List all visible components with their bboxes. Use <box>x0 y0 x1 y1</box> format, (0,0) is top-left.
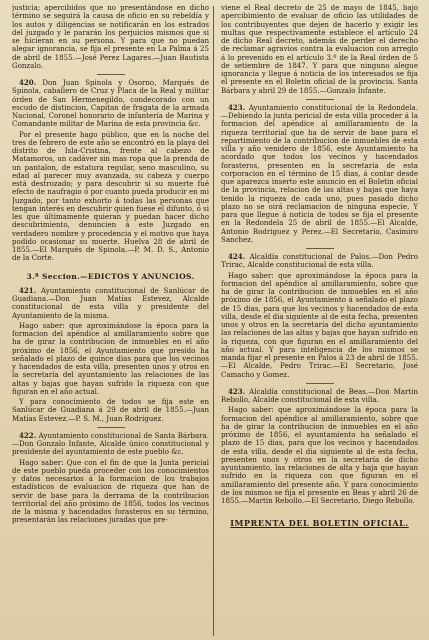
continued-paragraph: justicia; apercibidos que no presentándose en dicho término se seguirá la causa de oficio en su rebeldía y los autos y diligencias se notificarán en los estrados del juzgado y le pararán los perjuicios mismos que si se hicieran en su persona. Y para que no puedan alegar ignorancia, se fija el presente en La Palma á 25 de abril de 1855.—José Perez Lagares.—Juan Bautista Gonzalo. <box>12 4 209 70</box>
separator-rule <box>306 99 334 100</box>
notice-421-closing: Y para conocimiento de todos se fija este en Sanlúcar de Guadiana á 29 de abril de 1855.—Juan Matías Estevez.—P. S. M., Juan Rodriguez. <box>12 397 209 423</box>
notice-423-beas-body: Hago saber: que aproximándose la época para la formacion del apéndice al amillaramiento, sobre que ha de girar la contribucion de inmuebles en el año próximo de 1856, el ayuntamiento ha señalado el plazo de 15 dias, para que los vecinos y hacendados de esta villa, desde el dia siguiente al de esta fecha, presenten unos y otros en la secretaría de dicho ayuntamiento, las relaciones de alta y baja que hayan sufrido en la riqueza con que figuran en el amillaramiento del presente año. Y para conocimiento de los mismos se fija el presente en Beas y abril 26 de 1855.—Martin Rebollo.—El Secretario, Diego Rebollo. <box>221 405 418 505</box>
right-column <box>221 4 418 640</box>
separator-rule <box>97 427 125 428</box>
notice-number: 423. <box>228 102 246 112</box>
notice-number: 421. <box>19 285 37 295</box>
separator-rule <box>306 248 334 249</box>
notice-number: 422. <box>19 430 37 440</box>
separator-rule <box>306 383 334 384</box>
continued-paragraph: viene el Real decreto de 25 de mayo de 1845, bajo apercibimiento de evaluar de oficio las utilidades de los contribuyentes que dejen de hacerlo y exigir les multas que respectivamente establece el artículo 24 de dicho Real decreto, además de perder el derecho de reclamar agravios contra la evaluacion con arreglo á lo prevenido en el artículo 3.º de la Real órden de 5 de setiembre de 1847. Y para que ninguno alegue ignorancia y llegue á noticia de los interesados se fija el presente en el Boletin oficial de la provincia. Santa Bárbara y abril 29 de 1855.—Gonzalo Infante. <box>221 4 418 95</box>
section-title: 3.ª Seccion.—EDICTOS Y ANUNCIOS. <box>26 271 195 281</box>
notice-424 <box>221 253 418 270</box>
notice-421-body: Hago saber: que aproximándose la época para la formacion del apéndice al amillaramiento sobre que ha de girar la contribucion de inmuebles en el año próximo de 1856, el Ayuntamiento que presido ha señalado el plazo de quince dias para que los vecinos y hacendados de esta villa, presenten unos y otros en la secretaría del ayuntamiento las relaciones de las altas y bajas que hayan sufrido la riqueza con que figuran en el año actual. <box>12 320 209 396</box>
notice-number: 424. <box>228 252 246 261</box>
notice-number: 420. <box>19 78 37 87</box>
separator-rule <box>97 74 125 75</box>
notice-text: Alcaldía constitucional de Palos.—Don Pedro Trirac, Alcalde constitucional de esta villa. <box>221 252 418 270</box>
notice-text: Alcaldía constitucional de Beas.—Don Martin Rebollo, Alcalde constitucional de esta villa. <box>221 386 418 404</box>
notice-421 <box>12 287 209 320</box>
notice-420-body: Por el presente hago público, que en la noche del tres de febrero de este año se encontró en la playa del distrito de Isla-Cristina, frente al cabezo de Matamoros, un cadáver sin mas ropa que la prenda de un pantalon, de estatura regular, seno masculino, su edad al parecer muy avanzada, su cabeza y cuerpo está destrozado; y para descubrir si su muerte fué efecto de naufragio ó por cuanto pueda producir en mi Juzgado, por tanto exhorto á todas las personas que tengan interés en descubrir quien fuese el difunto, ó si les que últimamente quieran y puedan hacer dicho descubrimiento, denuncien á este Juzgado en verdadero nombre y procedencia y el motivo que haya podido ocasionar su muerte. Huelva 28 de abril de 1855.—El Marqués de Spinola.—P. M. D. S., Antonio de la Corte. <box>12 129 209 263</box>
column-divider <box>213 6 214 636</box>
printer-imprint: IMPRENTA DEL BOLETIN OFICIAL. <box>230 518 409 529</box>
notice-423-beas <box>221 388 418 405</box>
notice-423-redondela <box>221 104 418 244</box>
notice-420 <box>12 79 209 129</box>
notice-text: Ayuntamiento constitucional de Santa Bárbara.—Don Gonzalo Infante, Alcalde único constitucional y presidente del ayuntamiento de este pueblo &c. <box>12 430 209 457</box>
notice-422-body: Hago saber: Que con el fin de que la Junta pericial de este pueblo pueda proceder con los conocimientos y datos necesarios á la formacion de los trabajos estadísticos de evaluacion de riqueza que han de servir de base para la derrama de la contribucion territorial del año próximo de 1856, todos los vecinos de la misma y hacendados forasteros en su término, presentarán las relaciones juradas que pre- <box>12 457 209 525</box>
notice-text: Ayuntamiento constitucional de Sanlúcar de Guadiana.—Don Juan Matías Estevez, Alcalde constitucional de esta villa y presidente del Ayuntamiento de la misma. <box>12 285 209 320</box>
notice-422 <box>12 432 209 457</box>
notice-text: Don Juan Spinola y Osorno, Marqués de Spinola, caballero de Cruz y Placa de la Real y militar órden de San Hermenegildo, condecorado con un escudo de distincion, Capitan de fragata de la armada Nacional, Coronel honorario de infantería de Marina y Comandante militar de Marina de esta provincia &c. <box>12 78 209 129</box>
notice-number: 423. <box>228 386 246 396</box>
left-column <box>12 4 209 640</box>
notice-text: Ayuntamiento constitucional de la Redondela.—Debiendo la junta pericial de esta villa proceder á la formacion del apéndice al amillaramiento de la riqueza territorial que ha de servir de base para el repartimiento de la contribucion de inmuebles de esta villa y año venidero de 1856, este Ayuntamiento ha acordado que todos los vecinos y hacendados forasteros, presenten en la secretaría de esta corporacion en el término de 15 dias, á contar desde que aparezca inserto este anuncio en el Boletin oficial de la provincia, relacion de las altas y bajas que haya tenido la riqueza de cada uno, pues pasado dicho plazo no se oirá reclamacion de ninguna especie. Y para que llegue á noticia de todos se fija el presente en la Redondela 25 de abril de 1855.—El Alcalde, Antonio Rodriguez y Perez.—El Secretario, Casimiro Sanchez. <box>221 102 418 244</box>
notice-424-body: Hago saber: que aproximándose la época para la formacion del apéndice al amillaramiento, sobre que ha de girar la contribucion de inmuebles en el año próximo de 1856, el Ayuntamiento á señalado el plazo de 15 dias, para que los vecinos y hacendados de esta villa, desde el dia siguiente al de esta fecha, presenten unos y otros en la secretaría del dicho ayuntamiento las relaciones de las altas y bajas que hayan sufrido en la riqueza, con que figuran en el amillaramiento del año actual. Y para inteligencia de los mismos se manda fijar el presente en Palos á 23 de abril de 1855.—El Alcalde, Pedro Trirac.—El Secretario, José Camacho y Gomez. <box>221 270 418 379</box>
